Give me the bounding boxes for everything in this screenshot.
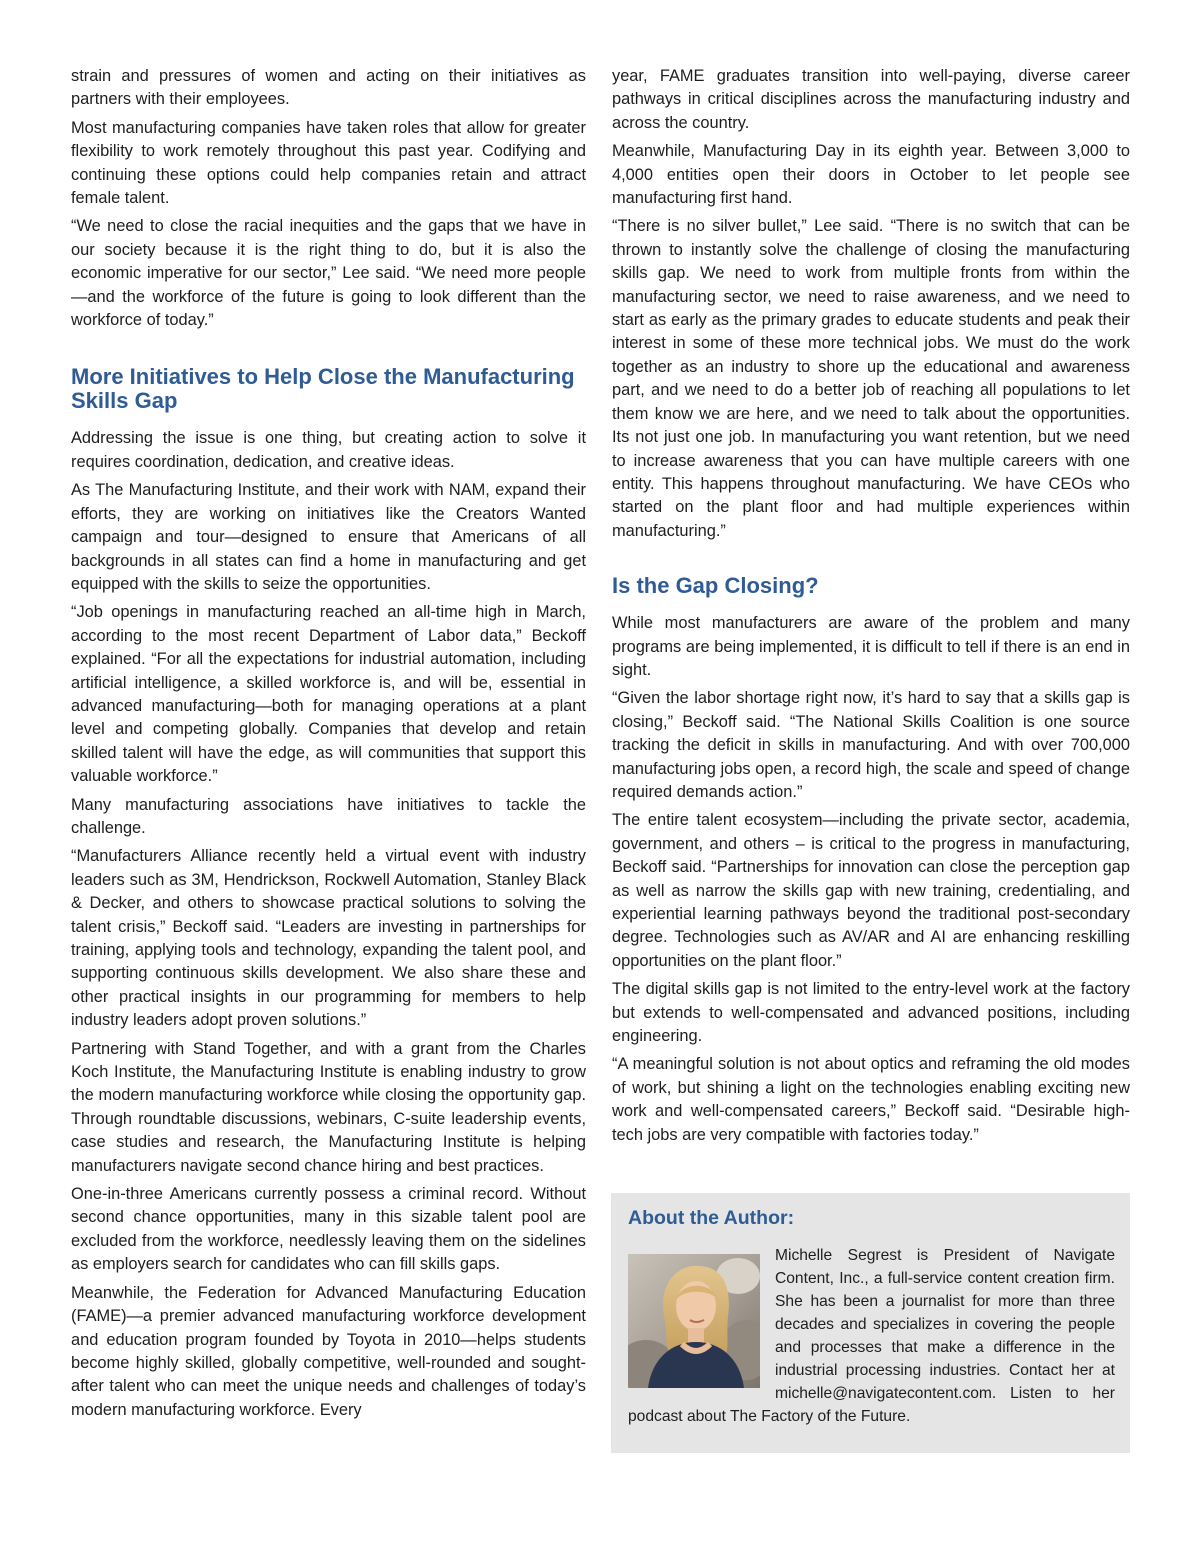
left-paragraph-7: Many manufacturing associations have initiatives to tackle the challenge.: [71, 795, 586, 837]
right-column: [612, 65, 1130, 1152]
left-paragraph-5: As The Manufacturing Institute, and their work with NAM, expand their efforts, they are working on initiatives like the Creators Wanted campaign and tour—designed to ensure that Americans of all backgrounds in all states can find a home in manufacturing and get equipped with the skills to seize the opportunities.: [71, 481, 586, 593]
about-author-box: [611, 1193, 1130, 1453]
left-paragraph-8: “Manufacturers Alliance recently held a virtual event with industry leaders such as 3M, Hendrickson, Rockwell Automation, Stanley Black & Decker, and others to showcase practical solutions to solving the talent crisis,” Beckoff said. “Leaders are investing in partnerships for training, applying tools and technology, expanding the talent pool, and supporting continuous skills development. We also share these and other practical insights in our programming for members to help industry leaders adopt proven solutions.”: [71, 847, 586, 1030]
left-paragraph-10: One-in-three Americans currently possess a criminal record. Without second chance opportunities, many in this sizable talent pool are excluded from the workforce, needlessly leaving them on the sidelines as employers search for candidates who can fill skills gaps.: [71, 1185, 586, 1274]
right-paragraph-2: Meanwhile, Manufacturing Day in its eighth year. Between 3,000 to 4,000 entities open their doors in October to let people see manufacturing first hand.: [612, 142, 1130, 208]
left-paragraph-4: Addressing the issue is one thing, but creating action to solve it requires coordination, dedication, and creative ideas.: [71, 429, 586, 471]
author-bio: [628, 1244, 1115, 1428]
right-paragraph-4: While most manufacturers are aware of the problem and many programs are being implemented, it is difficult to tell if there is an end in sight.: [612, 614, 1130, 679]
section-heading-gap-closing: Is the Gap Closing?: [612, 573, 819, 599]
right-paragraph-5: “Given the labor shortage right now, it’s hard to say that a skills gap is closing,” Beckoff said. “The National Skills Coalition is one source tracking the deficit in skills in manufacturing. And with over 700,000 manufacturing jobs open, a record high, the scale and speed of change required demands action.”: [612, 689, 1130, 801]
left-paragraph-1: strain and pressures of women and acting on their initiatives as partners with their employees.: [71, 67, 586, 109]
left-paragraph-11: Meanwhile, the Federation for Advanced Manufacturing Education (FAME)—a premier advanced manufacturing workforce development and education program founded by Toyota in 2010—helps students become highly skilled, globally competitive, well-rounded and sought-after talent who can meet the unique needs and challenges of today’s modern manufacturing workforce. Every: [71, 1283, 586, 1419]
right-paragraph-6: The entire talent ecosystem—including the private sector, academia, government, and others – is critical to the progress in manufacturing, Beckoff said. “Partnerships for innovation can close the perception gap as well as narrow the skills gap with new training, credentialing, and experiential learning pathways beyond the traditional post-secondary degree. Technologies such as AV/AR and AI are enhancing reskilling opportunities on the plant floor.”: [612, 811, 1130, 970]
right-paragraph-1: year, FAME graduates transition into well-paying, diverse career pathways in critical disciplines across the manufacturing industry and across the country.: [612, 67, 1130, 132]
left-column: [71, 65, 586, 1427]
left-paragraph-3: “We need to close the racial inequities and the gaps that we have in our society because it is the right thing to do, but it is also the economic imperative for our sector,” Lee said. “We need more people—and the workforce of the future is going to look different than the workforce of today.”: [71, 217, 586, 330]
left-paragraph-6: “Job openings in manufacturing reached an all-time high in March, according to the most recent Department of Labor data,” Beckoff explained. “For all the expectations for industrial automation, including artificial intelligence, a skilled workforce is, and will be, essential in advanced manufacturing—both for managing operations at a plant level and competing globally. Companies that develop and retain skilled talent will have the edge, as will communities that support this valuable workforce.”: [71, 603, 586, 786]
author-bio-text: Michelle Segrest is President of Navigate Content, Inc., a full-service content creation firm. She has been a journalist for more than three decades and specializes in covering the people and processes that make a difference in the industrial processing industries. Contact her at michelle@navigatecontent.com. Listen to her podcast about The Factory of the Future.: [628, 1247, 1115, 1425]
section-heading-initiatives: More Initiatives to Help Close the Manufacturing Skills Gap: [71, 364, 575, 414]
left-paragraph-9: Partnering with Stand Together, and with a grant from the Charles Koch Institute, the Manufacturing Institute is enabling industry to grow the modern manufacturing workforce while closing the opportunity gap. Through roundtable discussions, webinars, C-suite leadership events, case studies and research, the Manufacturing Institute is helping manufacturers navigate second chance hiring and best practices.: [71, 1039, 586, 1175]
right-paragraph-8: “A meaningful solution is not about optics and reframing the old modes of work, but shining a light on the technologies enabling exciting new work and well-compensated careers,” Beckoff said. “Desirable high-tech jobs are very compatible with factories today.”: [612, 1055, 1130, 1144]
right-paragraph-3: “There is no silver bullet,” Lee said. “There is no switch that can be thrown to instantly solve the challenge of closing the manufacturing skills gap. We need to work from multiple fronts from within the manufacturing sector, we need to raise awareness, and we need to start as early as the primary grades to educate students and peak their interest in some of these more technical jobs. We must do the work together as an industry to shore up the educational and awareness part, and we need to do a better job of reaching all populations to let them know we are here, and we need to talk about the opportunities. Its not just one job. In manufacturing you want retention, but we need to increase awareness that you can have multiple careers with one entity. This happens throughout manufacturing. We have CEOs who started on the plant floor and had multiple experiences within manufacturing.”: [612, 217, 1130, 540]
left-paragraph-2: Most manufacturing companies have taken roles that allow for greater flexibility to work remotely throughout this past year. Codifying and continuing these options could help companies retain and attract female talent.: [71, 118, 586, 208]
author-photo: [628, 1254, 760, 1388]
about-author-heading: About the Author:: [628, 1207, 795, 1229]
right-paragraph-7: The digital skills gap is not limited to the entry-level work at the factory but extends to well-compensated and advanced positions, including engineering.: [612, 980, 1130, 1046]
